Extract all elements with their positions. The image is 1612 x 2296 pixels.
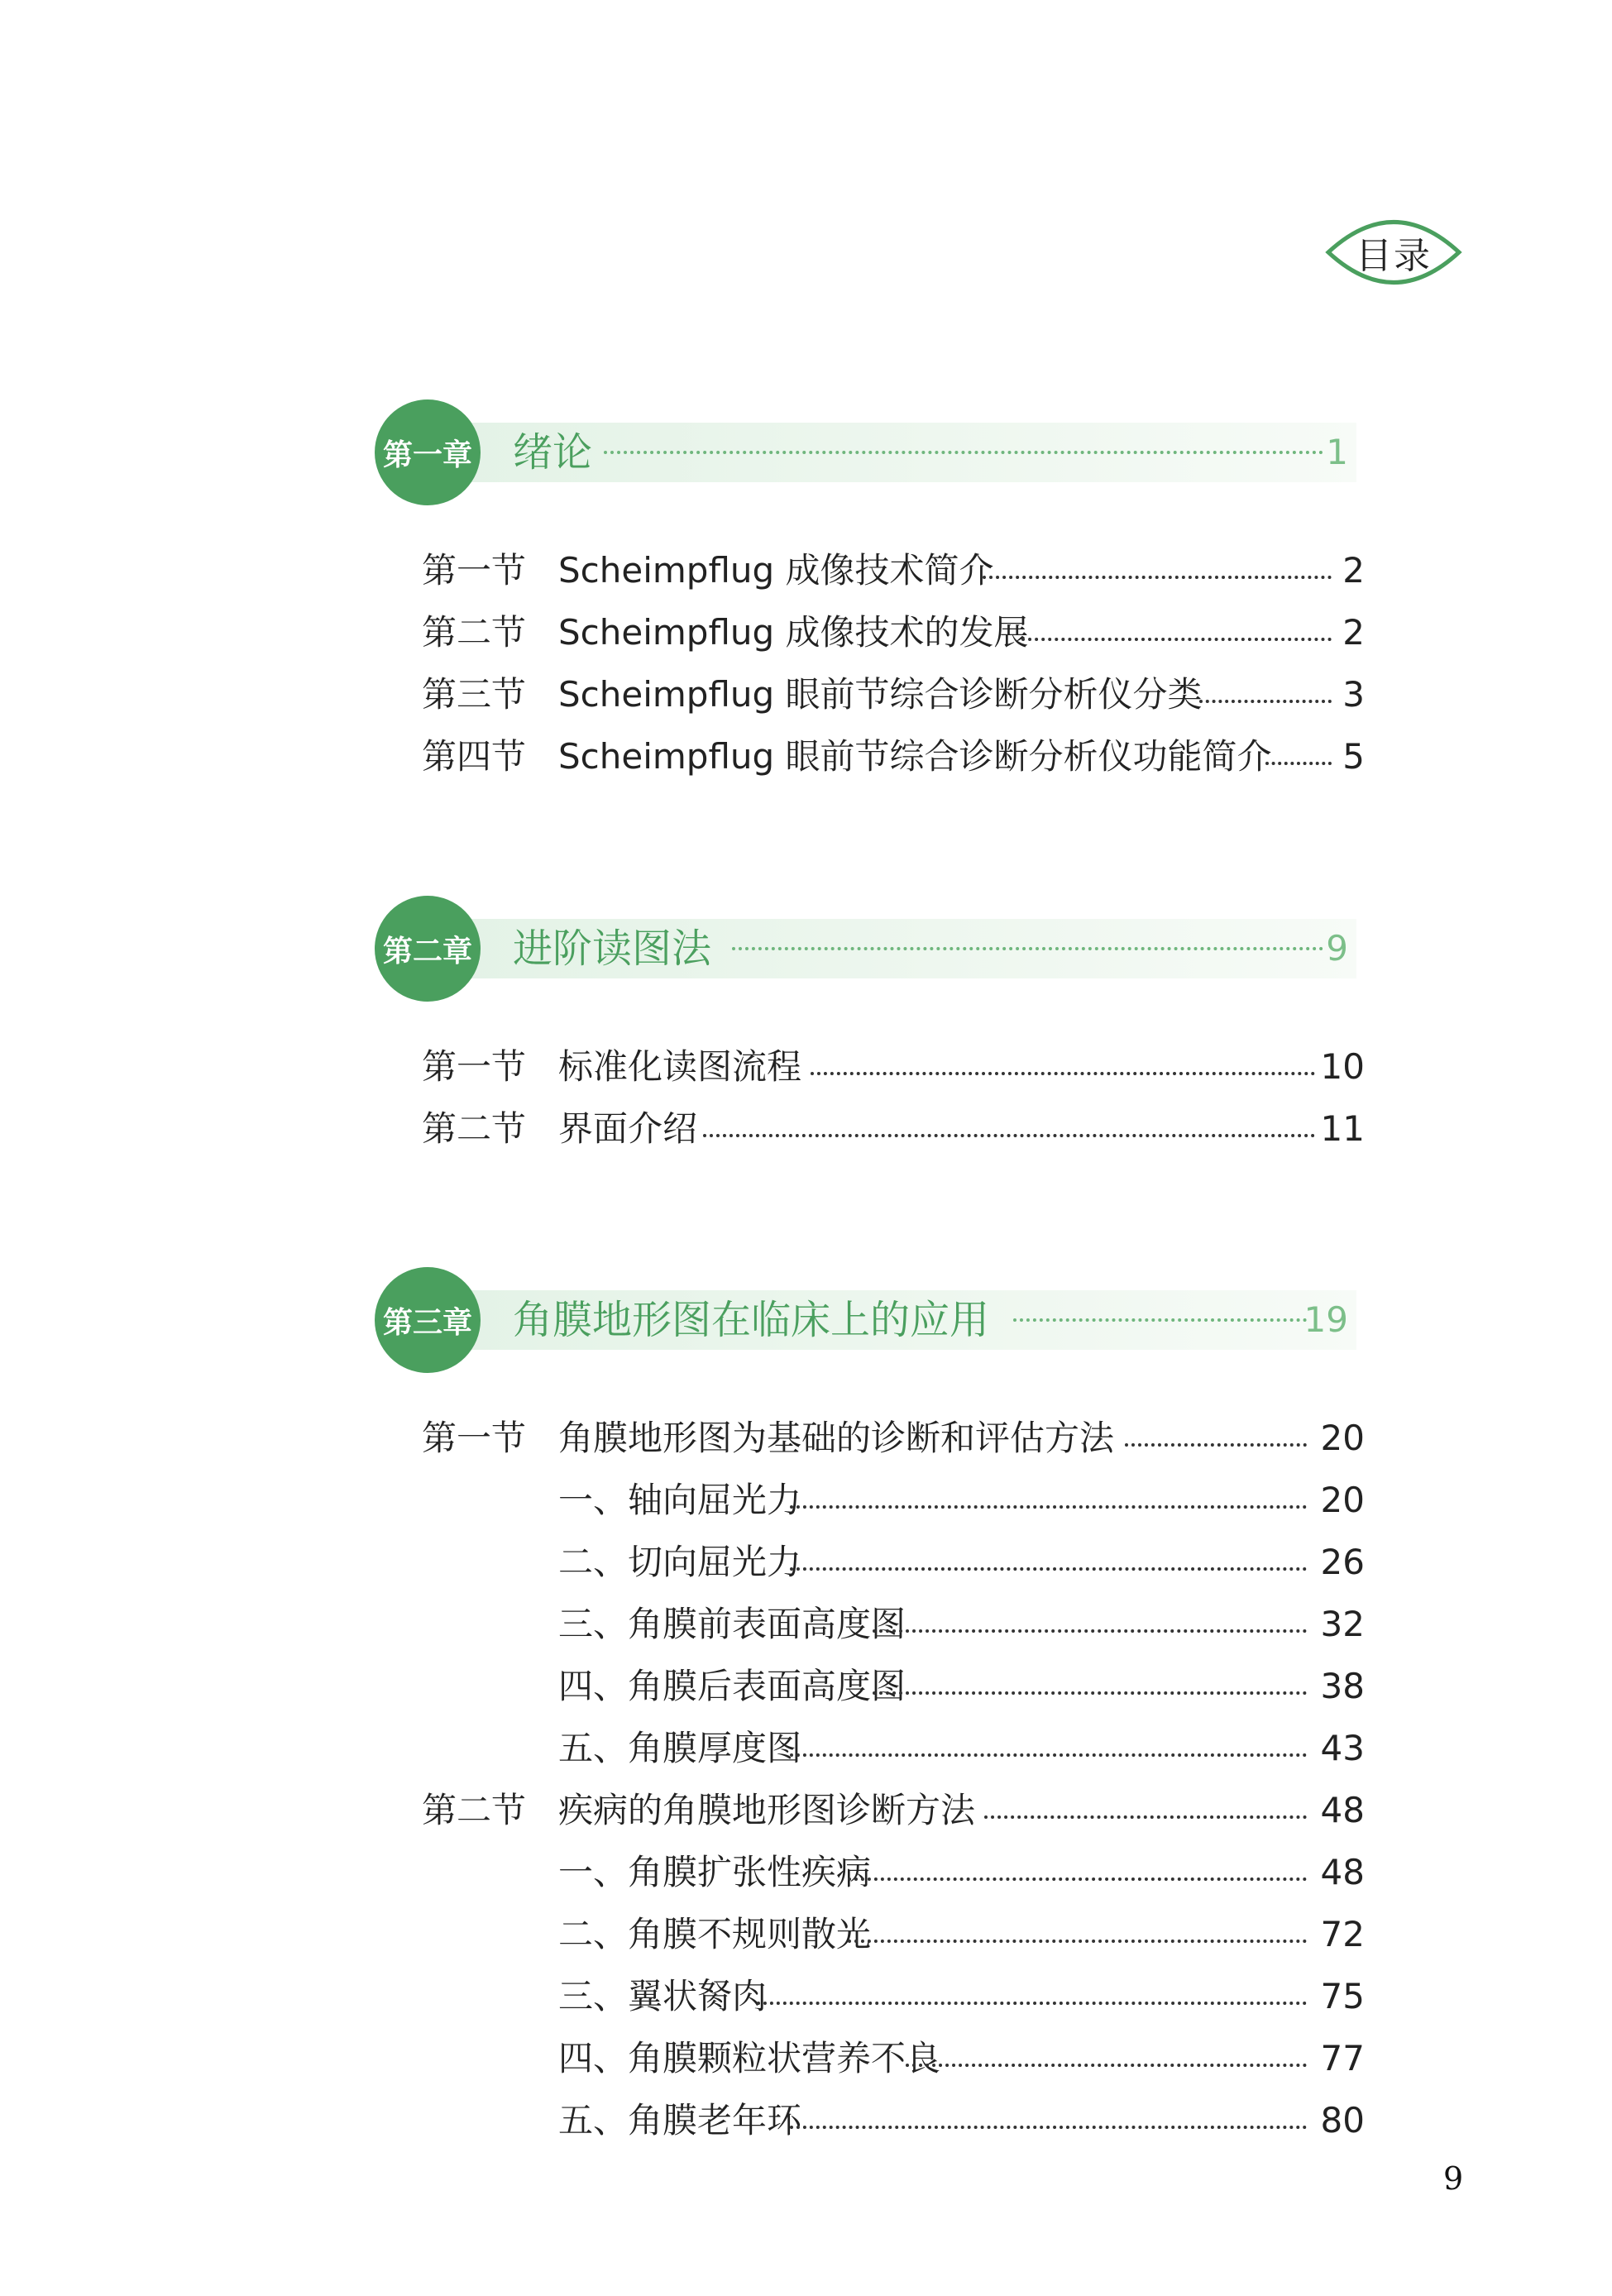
leader-dots	[1125, 1443, 1307, 1447]
page-number: 9	[1443, 2160, 1464, 2197]
leader-dots	[984, 1815, 1307, 1819]
section-page: 2	[1342, 550, 1365, 591]
item-page: 48	[1320, 1852, 1365, 1892]
toc-entry[interactable]	[422, 730, 1365, 783]
section-page: 2	[1342, 612, 1365, 653]
section-label: 第二节	[422, 1108, 527, 1149]
leader-dots	[1199, 700, 1332, 703]
toc-subentry[interactable]	[558, 1598, 1365, 1651]
leader-dots	[983, 576, 1332, 579]
chapter-badge: 第二章	[375, 896, 481, 1002]
item-title: 三、角膜前表面高度图	[558, 1604, 906, 1644]
section-label: 第一节	[422, 1046, 527, 1087]
toc-subentry[interactable]	[558, 1908, 1365, 1961]
section-label: 第三节	[422, 674, 527, 715]
leader-dots	[1021, 638, 1332, 641]
toc-entry[interactable]	[422, 606, 1365, 659]
section-label: 第一节	[422, 1418, 527, 1458]
section-label: 第四节	[422, 736, 527, 777]
toc-subentry[interactable]	[558, 1846, 1365, 1899]
chapter-1-header[interactable]	[368, 399, 1356, 505]
toc-subentry[interactable]	[558, 1474, 1365, 1527]
toc-entry[interactable]	[422, 1103, 1365, 1155]
chapter-badge: 第三章	[375, 1267, 481, 1373]
section-title: Scheimpflug 成像技术的发展	[558, 612, 1029, 653]
toc-subentry[interactable]	[558, 2032, 1365, 2085]
toc-subentry[interactable]	[558, 1722, 1365, 1775]
section-label: 第二节	[422, 612, 527, 653]
item-page: 32	[1320, 1604, 1365, 1644]
leader-dots	[1265, 762, 1332, 765]
leader-dots	[811, 1072, 1315, 1075]
chapter-badge: 第一章	[375, 399, 481, 505]
leader-dots	[790, 1567, 1307, 1571]
toc-subentry[interactable]	[558, 1536, 1365, 1589]
section-page: 10	[1320, 1046, 1365, 1087]
section-title: 角膜地形图为基础的诊断和评估方法	[558, 1418, 1115, 1458]
leader-dots	[757, 2002, 1307, 2005]
section-page: 20	[1320, 1418, 1365, 1458]
item-title: 三、翼状胬肉	[558, 1976, 768, 2016]
chapter-page: 9	[1326, 928, 1348, 969]
section-label: 第一节	[422, 550, 527, 591]
leader-dots	[604, 451, 1323, 454]
section-page: 48	[1320, 1790, 1365, 1830]
section-title: Scheimpflug 成像技术简介	[558, 550, 994, 591]
chapter-page: 19	[1303, 1299, 1348, 1340]
section-title: 标准化读图流程	[558, 1046, 802, 1087]
section-title: 疾病的角膜地形图诊断方法	[558, 1790, 976, 1830]
toc-entry[interactable]	[422, 1040, 1365, 1093]
section-page: 11	[1320, 1108, 1365, 1149]
section-title: Scheimpflug 眼前节综合诊断分析仪功能简介	[558, 736, 1272, 777]
item-page: 26	[1320, 1542, 1365, 1582]
toc-subentry[interactable]	[558, 1660, 1365, 1713]
item-title: 四、角膜后表面高度图	[558, 1666, 906, 1706]
toc-subentry[interactable]	[558, 1970, 1365, 2023]
toc-title: 目录	[1356, 235, 1432, 277]
leader-dots	[906, 2064, 1307, 2067]
item-page: 20	[1320, 1480, 1365, 1520]
item-page: 75	[1320, 1976, 1365, 2016]
item-page: 72	[1320, 1914, 1365, 1954]
item-page: 77	[1320, 2038, 1365, 2078]
leader-dots	[732, 947, 1323, 950]
leader-dots	[703, 1134, 1315, 1137]
chapter-2-header[interactable]	[368, 896, 1356, 1002]
toc-entry[interactable]	[422, 1784, 1365, 1837]
chapter-page: 1	[1326, 432, 1348, 472]
leader-dots	[790, 2126, 1307, 2129]
leader-dots	[848, 1877, 1307, 1881]
item-title: 二、切向屈光力	[558, 1542, 802, 1582]
section-title: 界面介绍	[558, 1108, 698, 1149]
section-title: Scheimpflug 眼前节综合诊断分析仪分类	[558, 674, 1203, 715]
item-title: 二、角膜不规则散光	[558, 1914, 872, 1954]
leader-dots	[873, 1691, 1307, 1695]
chapter-title: 进阶读图法	[513, 926, 712, 972]
item-title: 一、轴向屈光力	[558, 1480, 802, 1520]
chapter-title: 角膜地形图在临床上的应用	[513, 1297, 990, 1343]
chapter-title: 绪论	[513, 429, 593, 476]
section-label: 第二节	[422, 1790, 527, 1830]
leader-dots	[848, 1940, 1307, 1943]
item-title: 四、角膜颗粒状营养不良	[558, 2038, 941, 2078]
toc-entry[interactable]	[422, 544, 1365, 597]
item-title: 一、角膜扩张性疾病	[558, 1852, 872, 1892]
toc-subentry[interactable]	[558, 2094, 1365, 2147]
leader-dots	[790, 1505, 1307, 1509]
leader-dots	[873, 1629, 1307, 1633]
chapter-3-header[interactable]	[368, 1267, 1356, 1373]
section-page: 3	[1342, 674, 1365, 715]
leader-dots	[790, 1753, 1307, 1757]
item-title: 五、角膜厚度图	[558, 1728, 802, 1768]
toc-badge	[1323, 207, 1464, 298]
item-page: 80	[1320, 2100, 1365, 2141]
item-page: 38	[1320, 1666, 1365, 1706]
section-page: 5	[1342, 736, 1365, 777]
toc-entry[interactable]	[422, 668, 1365, 721]
toc-entry[interactable]	[422, 1412, 1365, 1465]
leader-dots	[1013, 1318, 1307, 1322]
item-page: 43	[1320, 1728, 1365, 1768]
item-title: 五、角膜老年环	[558, 2100, 802, 2141]
